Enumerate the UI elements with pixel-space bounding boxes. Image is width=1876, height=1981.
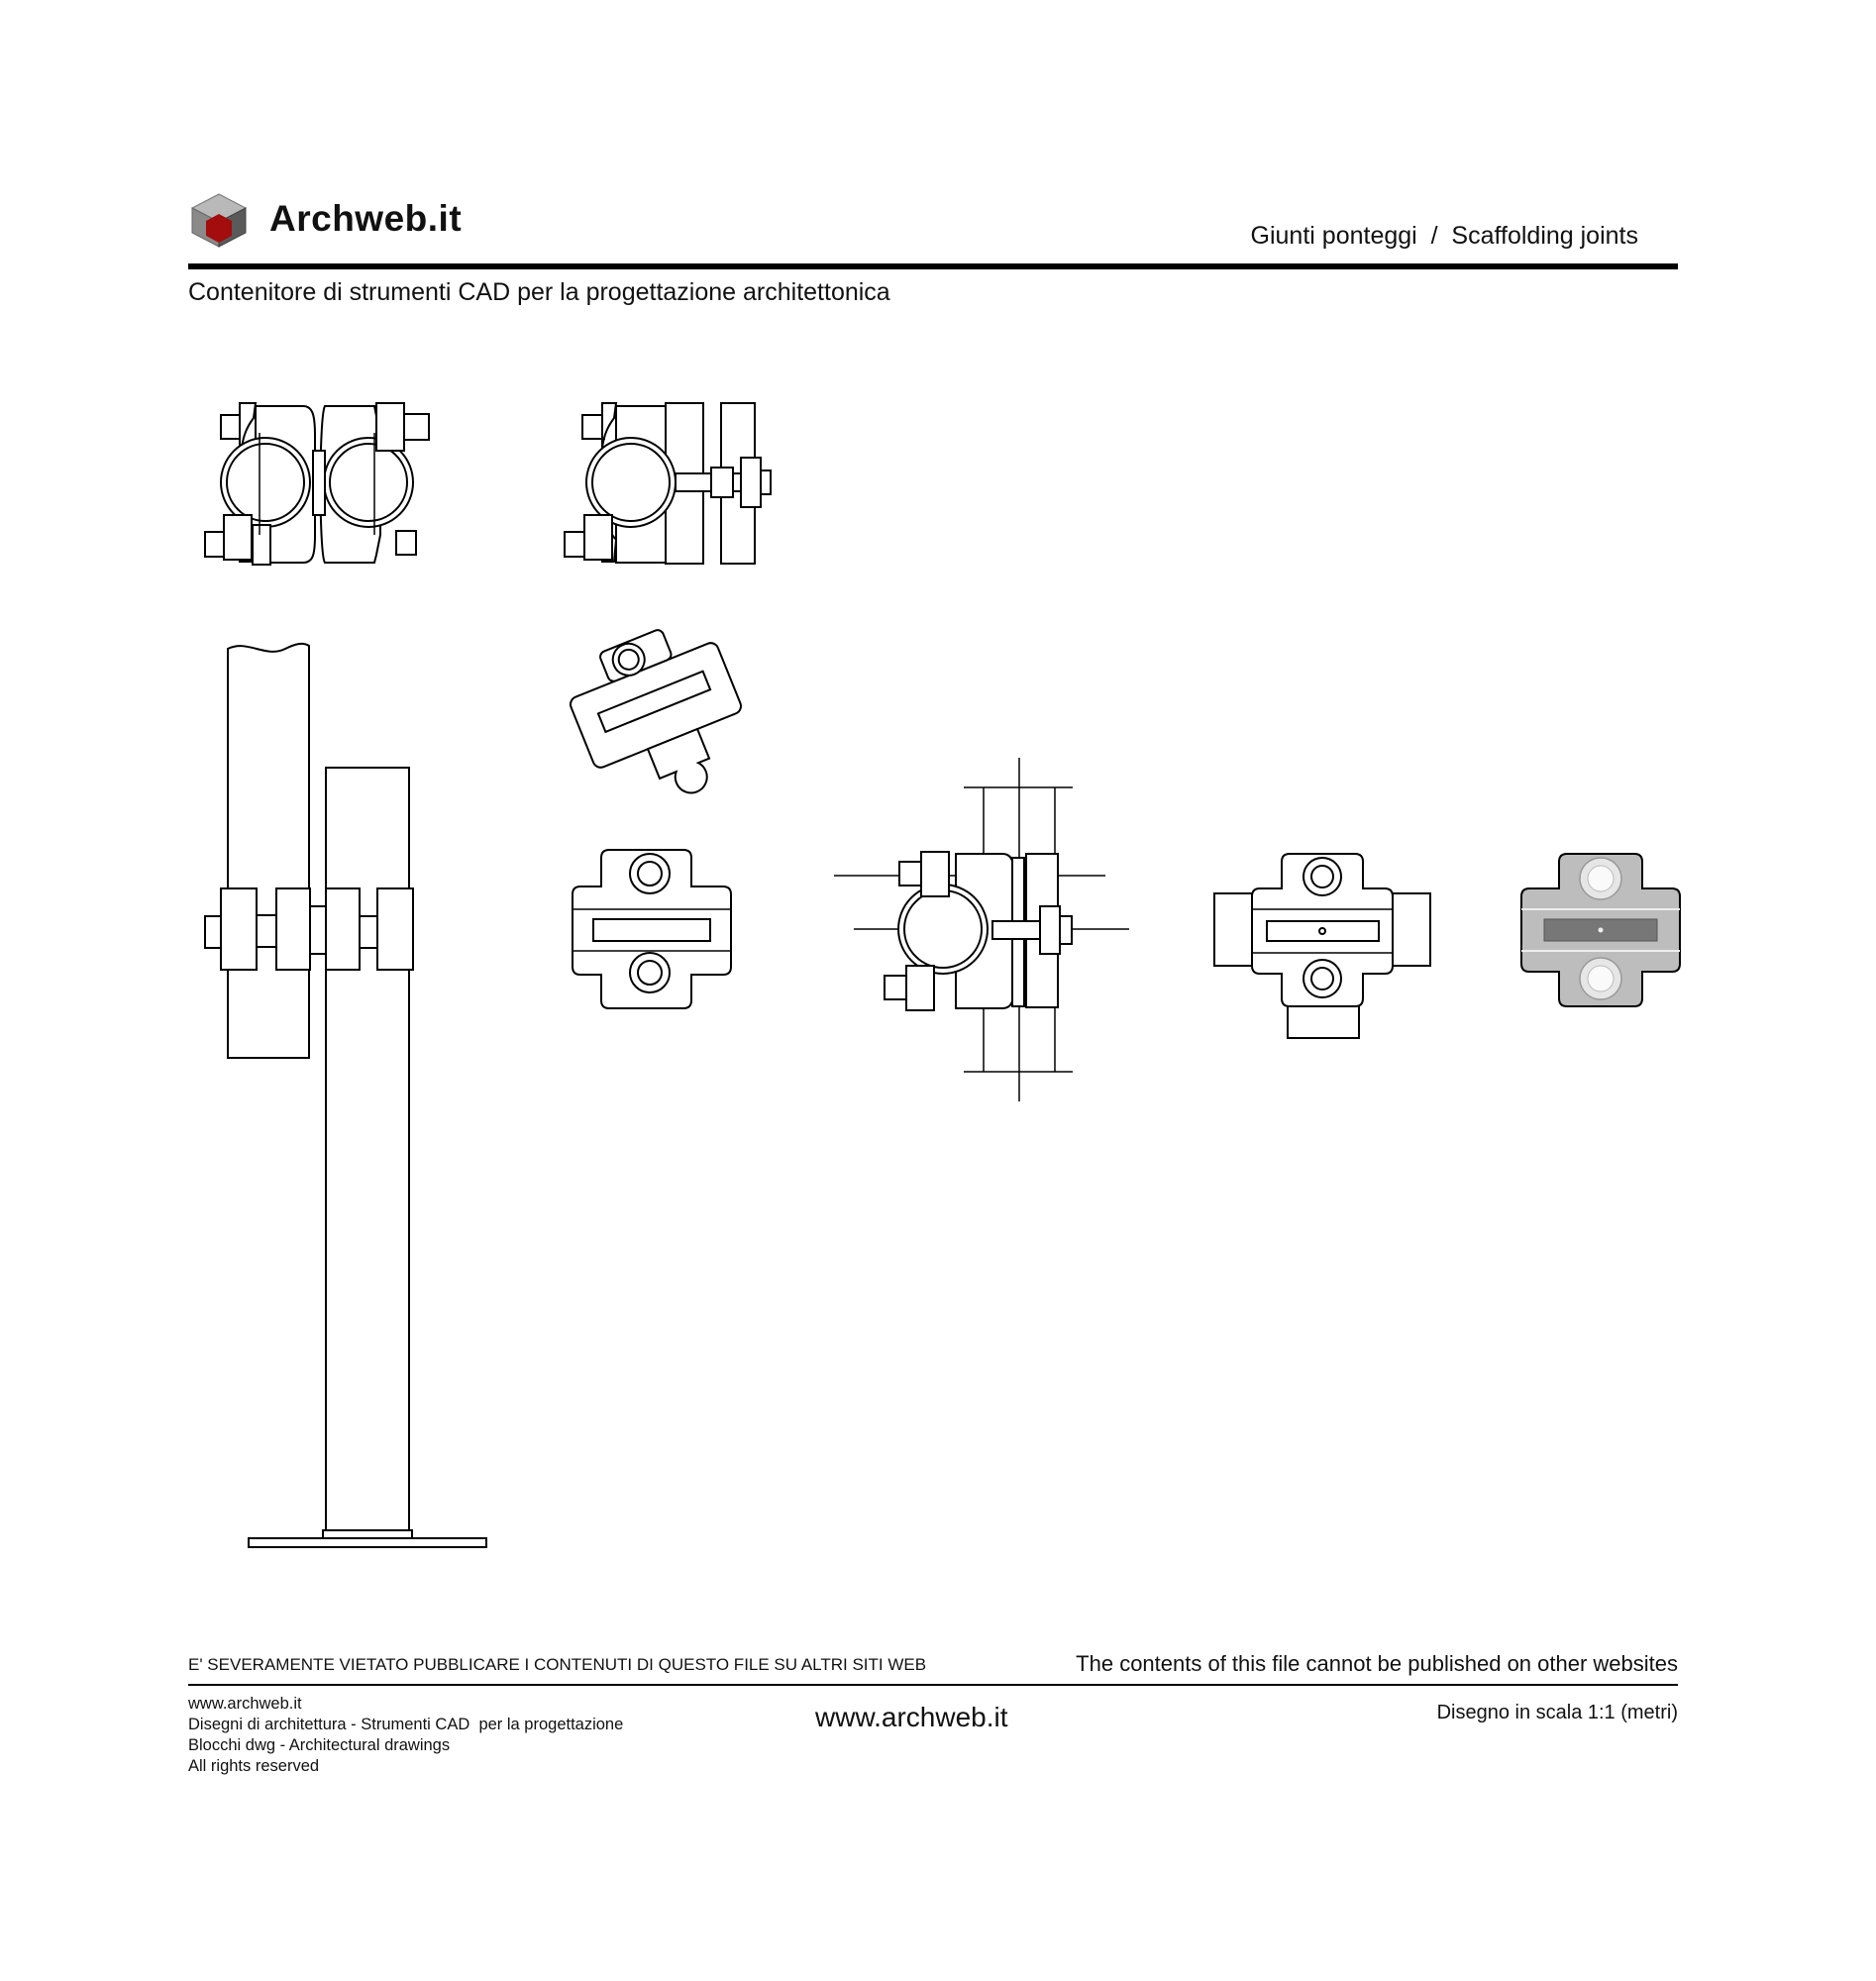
coupler-top-view [573, 850, 731, 1008]
footer-info-line: Blocchi dwg - Architectural drawings [188, 1736, 451, 1754]
footer-info-line: All rights reserved [188, 1757, 320, 1775]
brand-name: Archweb.it [269, 198, 463, 239]
double-coupler-front-view [205, 403, 429, 565]
footer-info-line: www.archweb.it [188, 1695, 302, 1713]
footer-info [188, 1694, 623, 1777]
footer-info-line: Disegni di architettura - Strumenti CAD per la progettazione [188, 1716, 624, 1733]
swivel-coupler-front-view [565, 403, 771, 564]
copyright-warning-en: The contents of this file cannot be published on other websites [1076, 1651, 1678, 1676]
coupler-plan-view [1214, 854, 1430, 1038]
footer-url: www.archweb.it [815, 1702, 1008, 1732]
scaffold-tube-assembly-view [205, 644, 486, 1547]
page-subtitle: Contenitore di strumenti CAD per la progettazione architettonica [188, 278, 890, 306]
footer-divider [188, 1684, 1678, 1686]
rotated-coupler-view [557, 611, 766, 823]
rendered-coupler-view [1521, 854, 1680, 1006]
coupler-section-view [834, 758, 1129, 1101]
page-title: Giunti ponteggi / Scaffolding joints [1250, 222, 1638, 250]
drawing-scale: Disegno in scala 1:1 (metri) [1436, 1702, 1678, 1723]
copyright-warning-it: E' SEVERAMENTE VIETATO PUBBLICARE I CONTENUTI DI QUESTO FILE SU ALTRI SITI WEB [188, 1655, 927, 1674]
